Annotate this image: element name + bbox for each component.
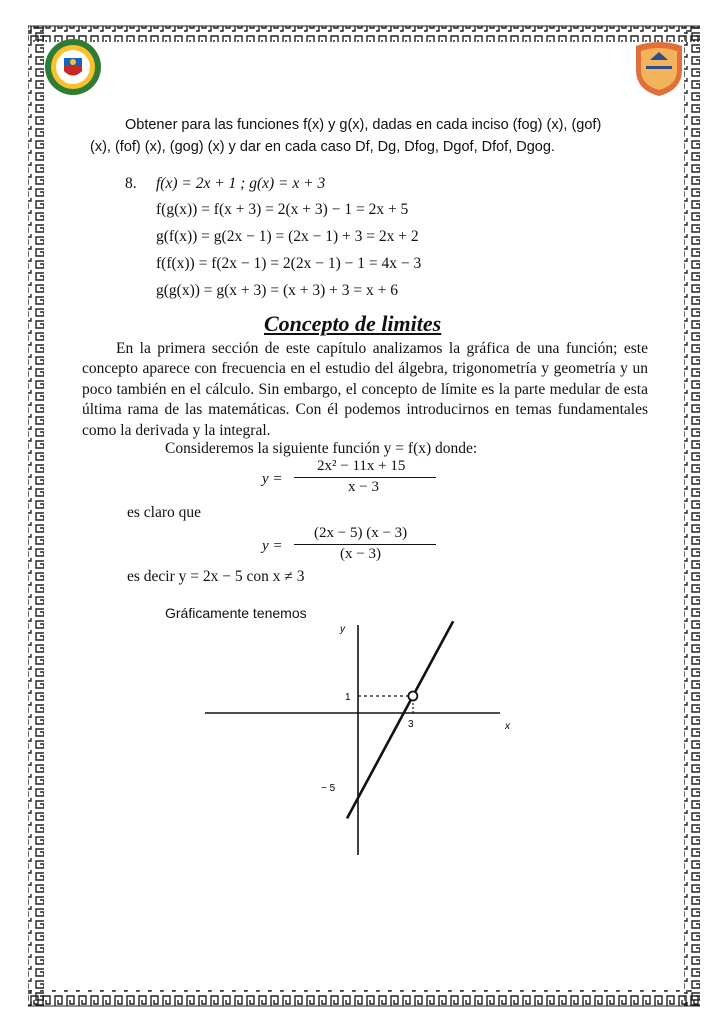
equation-2-denominator: (x − 3) <box>340 546 381 562</box>
exercise-intro-line2: (x), (fof) (x), (gog) (x) y dar en cada caso Df, Dg, Dfog, Dgof, Dfof, Dgog. <box>90 139 555 155</box>
removable-discontinuity-point <box>408 692 417 701</box>
function-graph <box>200 615 530 860</box>
exercise-intro-line1: Obtener para las funciones f(x) y g(x), dadas en cada inciso (fog) (x), (gof) <box>125 117 602 133</box>
exercise-number: 8. <box>125 175 137 192</box>
y-axis-label: y <box>340 624 345 635</box>
equation-1-denominator: x − 3 <box>348 479 379 495</box>
equation-2-fraction-bar <box>294 544 436 545</box>
equation-2 <box>262 525 442 565</box>
claro-line: es claro que <box>127 504 202 521</box>
section-paragraph <box>82 339 648 441</box>
equation-1-numerator: 2x² − 11x + 15 <box>317 458 406 474</box>
composition-line-gog: g(g(x)) = g(x + 3) = (x + 3) + 3 = x + 6 <box>156 282 398 299</box>
function-line <box>347 621 453 818</box>
section-title: Concepto de limites <box>264 311 442 336</box>
tick-x-3: 3 <box>408 719 414 730</box>
faculty-crest-logo <box>632 40 686 98</box>
composition-line-fof: f(f(x)) = f(2x − 1) = 2(2x − 1) − 1 = 4x − 3 <box>156 255 422 272</box>
es-decir-line: es decir y = 2x − 5 con x ≠ 3 <box>127 568 305 585</box>
equation-2-lhs: y = <box>262 538 283 554</box>
university-seal-logo <box>44 38 102 96</box>
composition-line-gof: g(f(x)) = g(2x − 1) = (2x − 1) + 3 = 2x + 2 <box>156 228 419 245</box>
equation-1 <box>262 458 442 498</box>
consider-line: Consideremos la siguiente función y = f(x) donde: <box>165 440 478 457</box>
equation-1-fraction-bar <box>294 477 436 478</box>
graficamente-line: Gráficamente tenemos <box>165 605 307 621</box>
x-axis-label: x <box>505 721 510 732</box>
paragraph-text: En la primera sección de este capítulo analizamos la gráfica de una función; este concepto aparece con frecuencia en el estudio del álgebra, trigonometría y geometría y un poco también en el cálculo. Sin embargo, el concepto de límite es la parte medular de esta última rama de las matemáticas. Con él podemos introducirnos en temas fundamentales como la derivada y la integral. <box>82 340 648 439</box>
tick-y-neg5: − 5 <box>321 783 336 794</box>
equation-2-numerator: (2x − 5) (x − 3) <box>314 525 408 541</box>
tick-y-1: 1 <box>345 692 351 703</box>
equation-1-lhs: y = <box>262 471 283 487</box>
exercise-given: f(x) = 2x + 1 ; g(x) = x + 3 <box>156 175 326 192</box>
composition-line-fog: f(g(x)) = f(x + 3) = 2(x + 3) − 1 = 2x + 5 <box>156 201 409 218</box>
